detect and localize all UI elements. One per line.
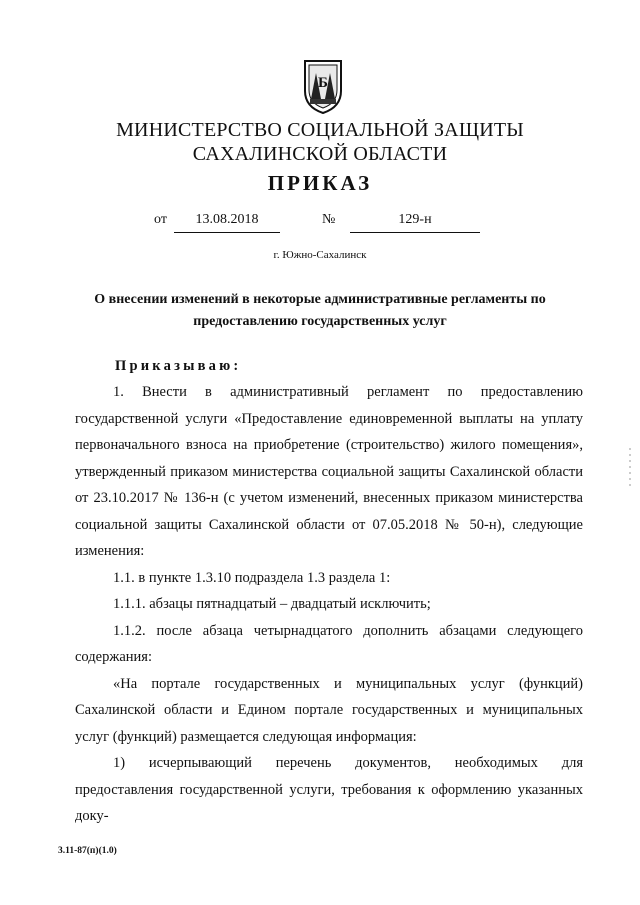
emblem-letter: Б <box>318 75 328 91</box>
date-prefix: от <box>154 212 167 227</box>
city: г. Южно-Сахалинск <box>273 249 367 261</box>
ministry-line-2: САХАЛИНСКОЙ ОБЛАСТИ <box>192 143 448 165</box>
paragraph: 1.1.2. после абзаца четырнадцатого дополнить абзацами следующего содержания: <box>75 622 583 665</box>
coat-of-arms-icon <box>301 59 345 115</box>
number-prefix: № <box>322 212 336 227</box>
order-number: 129-н <box>350 212 480 233</box>
margin-marks <box>628 448 632 488</box>
paragraph: 1.1.1. абзацы пятнадцатый – двадцатый исключить; <box>113 596 431 612</box>
ministry-name <box>0 118 640 166</box>
order-directive: Приказываю: <box>115 358 242 374</box>
date-number-row <box>0 207 640 235</box>
paragraph: 1) исчерпывающий перечень документов, необходимых для предоставления государственной услуги, требования к оформлению указанных доку- <box>75 755 583 824</box>
paragraph: «На портале государственных и муниципальных услуг (функций) Сахалинской области и Едином портале государственных и муниципальных услуг (функций) размещается следующая информация: <box>75 675 583 745</box>
document-type: ПРИКАЗ <box>267 171 373 195</box>
paragraph: 1. Внести в административный регламент по предоставлению государственной услуги «Предоставление единовременной выплаты на уплату первоначального взноса на приобретение (строительство) жилого помещения», утвержденный приказом министерства социальной защиты Сахалинской области от 23.10.2017 № 136-н (с учетом изменений, внесенных приказом министерства социальной защиты Сахалинской области от 07.05.2018 № 50-н), следующие изменения: <box>75 384 583 559</box>
form-code: 3.11-87(п)(1.0) <box>58 846 117 856</box>
order-subject: О внесении изменений в некоторые административные регламенты по предоставлению государственных услуг <box>94 292 546 329</box>
ministry-line-1: МИНИСТЕРСТВО СОЦИАЛЬНОЙ ЗАЩИТЫ <box>116 119 524 141</box>
paragraph: 1.1. в пункте 1.3.10 подраздела 1.3 раздела 1: <box>113 569 391 586</box>
order-date: 13.08.2018 <box>174 212 280 233</box>
order-body <box>75 379 583 830</box>
